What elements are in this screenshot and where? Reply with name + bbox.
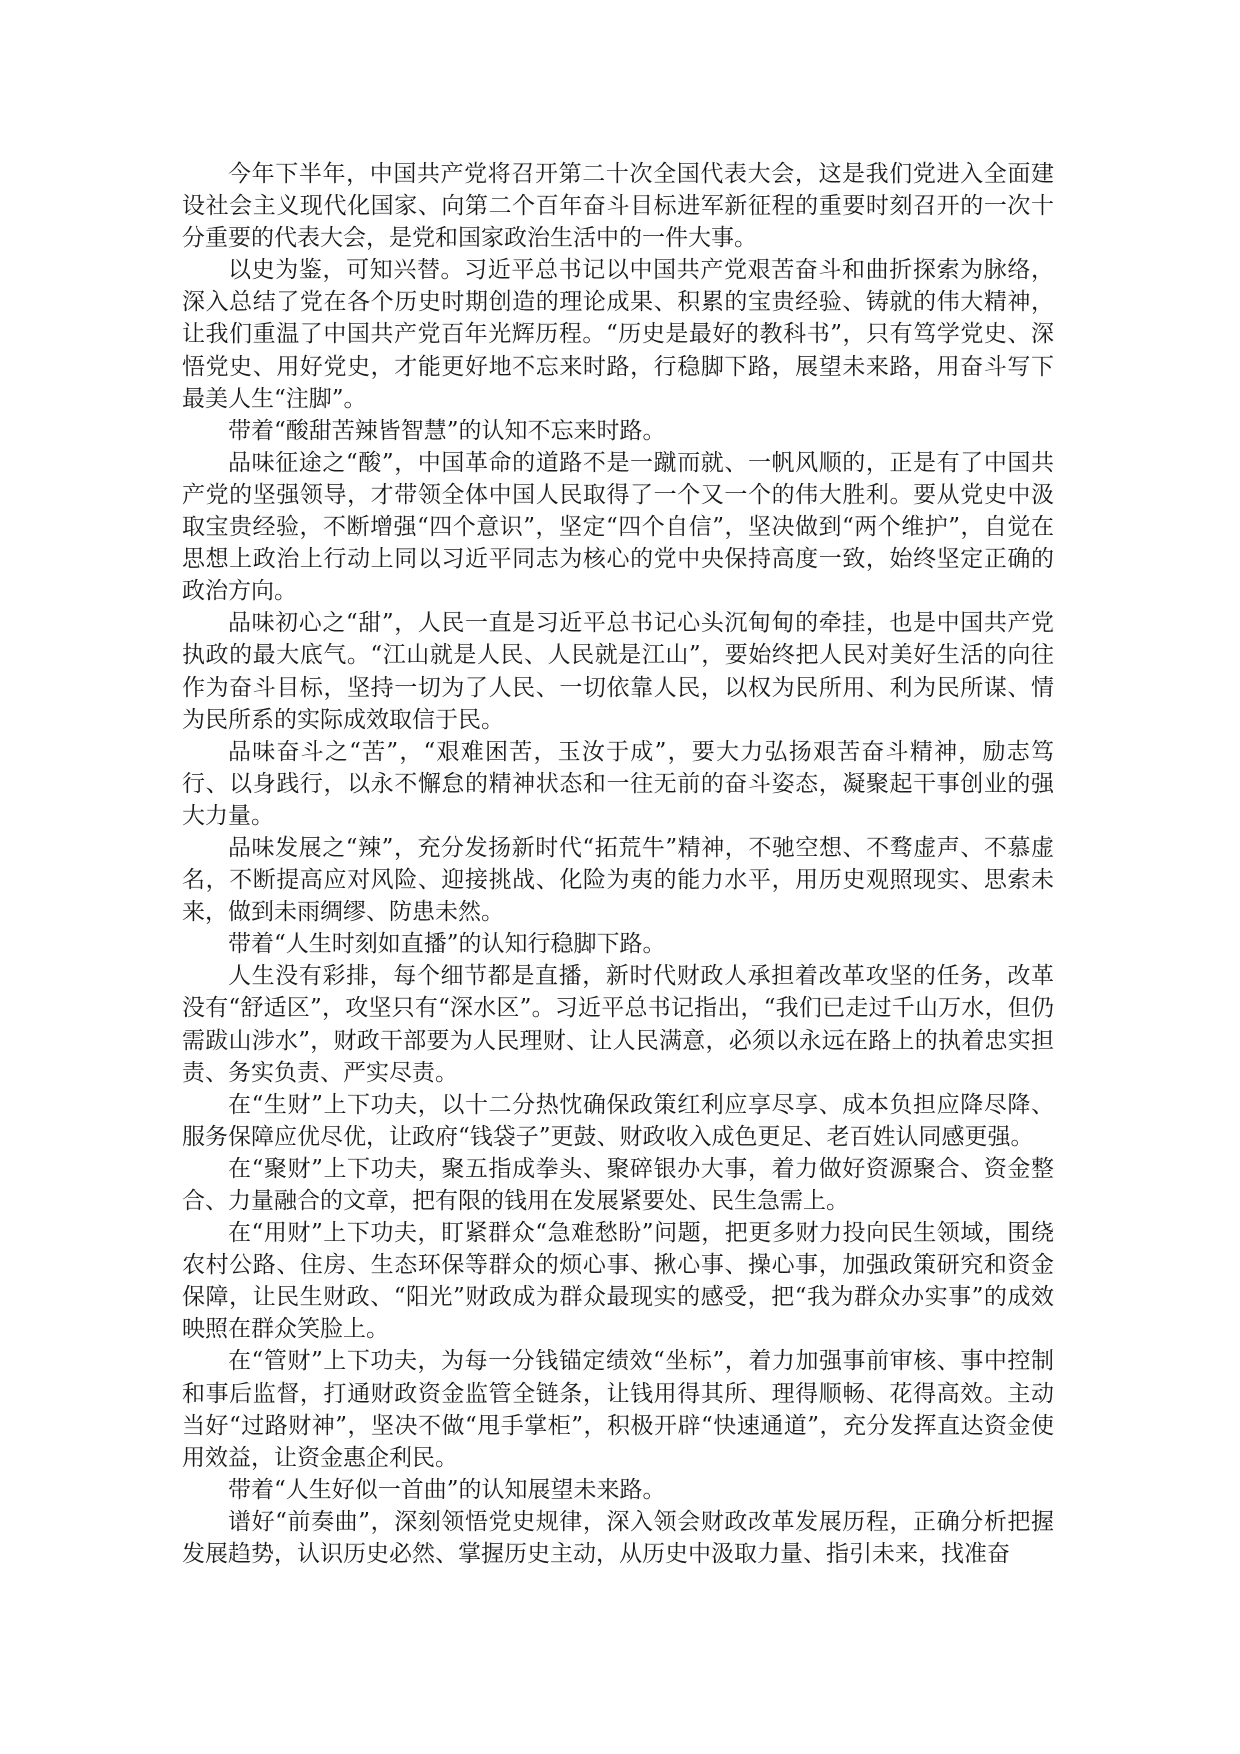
paragraph-spicy: 品味发展之“辣”，充分发扬新时代“拓荒牛”精神，不驰空想、不骛虚声、不慕虚名，不断提高应对风险、迎接挑战、化险为夷的能力水平，用历史观照现实、思索未来，做到未雨绸缪、防患未然。 — [182, 834, 1054, 926]
paragraph-bitter: 品味奋斗之“苦”，“艰难困苦，玉汝于成”，要大力弘扬艰苦奋斗精神，励志笃行、以身践行，以永不懈怠的精神状态和一往无前的奋斗姿态，凝聚起干事创业的强大力量。 — [182, 738, 1054, 829]
paragraph-prelude: 谱好“前奏曲”，深刻领悟党史规律，深入领会财政改革发展历程，正确分析把握发展趋势，认识历史必然、掌握历史主动，从历史中汲取力量、指引未来，找准奋 — [182, 1508, 1054, 1568]
paragraph-sweet: 品味初心之“甜”，人民一直是习近平总书记心头沉甸甸的牵挂，也是中国共产党执政的最大底气。“江山就是人民、人民就是江山”，要始终把人民对美好生活的向往作为奋斗目标，坚持一切为了人民、一切依靠人民，以权为民所用、利为民所谋、情为民所系的实际成效取信于民。 — [182, 610, 1054, 733]
paragraph-sour: 品味征途之“酸”，中国革命的道路不是一蹴而就、一帆风顺的，正是有了中国共产党的坚强领导，才带领全体中国人民取得了一个又一个的伟大胜利。要从党史中汲取宝贵经验，不断增强“四个意识”，坚定“四个自信”，坚决做到“两个维护”，自觉在思想上政治上行动上同以习近平同志为核心的党中央保持高度一致，始终坚定正确的政治方向。 — [182, 449, 1054, 605]
paragraph-heading-3: 带着“人生好似一首曲”的认知展望未来路。 — [228, 1476, 666, 1503]
paragraph-heading-2: 带着“人生时刻如直播”的认知行稳脚下路。 — [228, 931, 666, 958]
paragraph-manage-finance: 在“管财”上下功夫，为每一分钱锚定绩效“坐标”，着力加强事前审核、事中控制和事后监督，打通财政资金监管全链条，让钱用得其所、理得顺畅、花得高效。主动当好“过路财神”，坚决不做“甩手掌柜”，积极开辟“快速通道”，充分发挥直达资金使用效益，让资金惠企利民。 — [182, 1348, 1054, 1471]
paragraph-heading-1: 带着“酸甜苦辣皆智慧”的认知不忘来时路。 — [228, 417, 666, 444]
paragraph-history-lesson: 以史为鉴，可知兴替。习近平总书记以中国共产党艰苦奋斗和曲折探索为脉络，深入总结了党在各个历史时期创造的理论成果、积累的宝贵经验、铸就的伟大精神，让我们重温了中国共产党百年光辉历程。“历史是最好的教科书”，只有笃学党史、深悟党史、用好党史，才能更好地不忘来时路，行稳脚下路，展望未来路，用奋斗写下最美人生“注脚”。 — [182, 257, 1054, 412]
paragraph-intro: 今年下半年，中国共产党将召开第二十次全国代表大会，这是我们党进入全面建设社会主义现代化国家、向第二个百年奋斗目标进军新征程的重要时刻召开的一次十分重要的代表大会，是党和国家政治生活中的一件大事。 — [182, 161, 1054, 252]
paragraph-live-broadcast: 人生没有彩排，每个细节都是直播，新时代财政人承担着改革攻坚的任务，改革没有“舒适区”，攻坚只有“深水区”。习近平总书记指出，“我们已走过千山万水，但仍需跋山涉水”，财政干部要为人民理财、让人民满意，必须以永远在路上的执着忠实担责、务实负责、严实尽责。 — [182, 963, 1054, 1086]
paragraph-use-finance: 在“用财”上下功夫，盯紧群众“急难愁盼”问题，把更多财力投向民生领域，围绕农村公路、住房、生态环保等群众的烦心事、揪心事、操心事，加强政策研究和资金保障，让民生财政、“阳光”财政成为群众最现实的感受，把“我为群众办实事”的成效映照在群众笑脸上。 — [182, 1220, 1054, 1343]
document-body — [182, 158, 1054, 1570]
paragraph-gather-finance: 在“聚财”上下功夫，聚五指成拳头、聚碎银办大事，着力做好资源聚合、资金整合、力量融合的文章，把有限的钱用在发展紧要处、民生急需上。 — [182, 1155, 1054, 1214]
paragraph-generate-finance: 在“生财”上下功夫，以十二分热忱确保政策红利应享尽享、成本负担应降尽降、服务保障应优尽优，让政府“钱袋子”更鼓、财政收入成色更足、老百姓认同感更强。 — [182, 1091, 1054, 1150]
